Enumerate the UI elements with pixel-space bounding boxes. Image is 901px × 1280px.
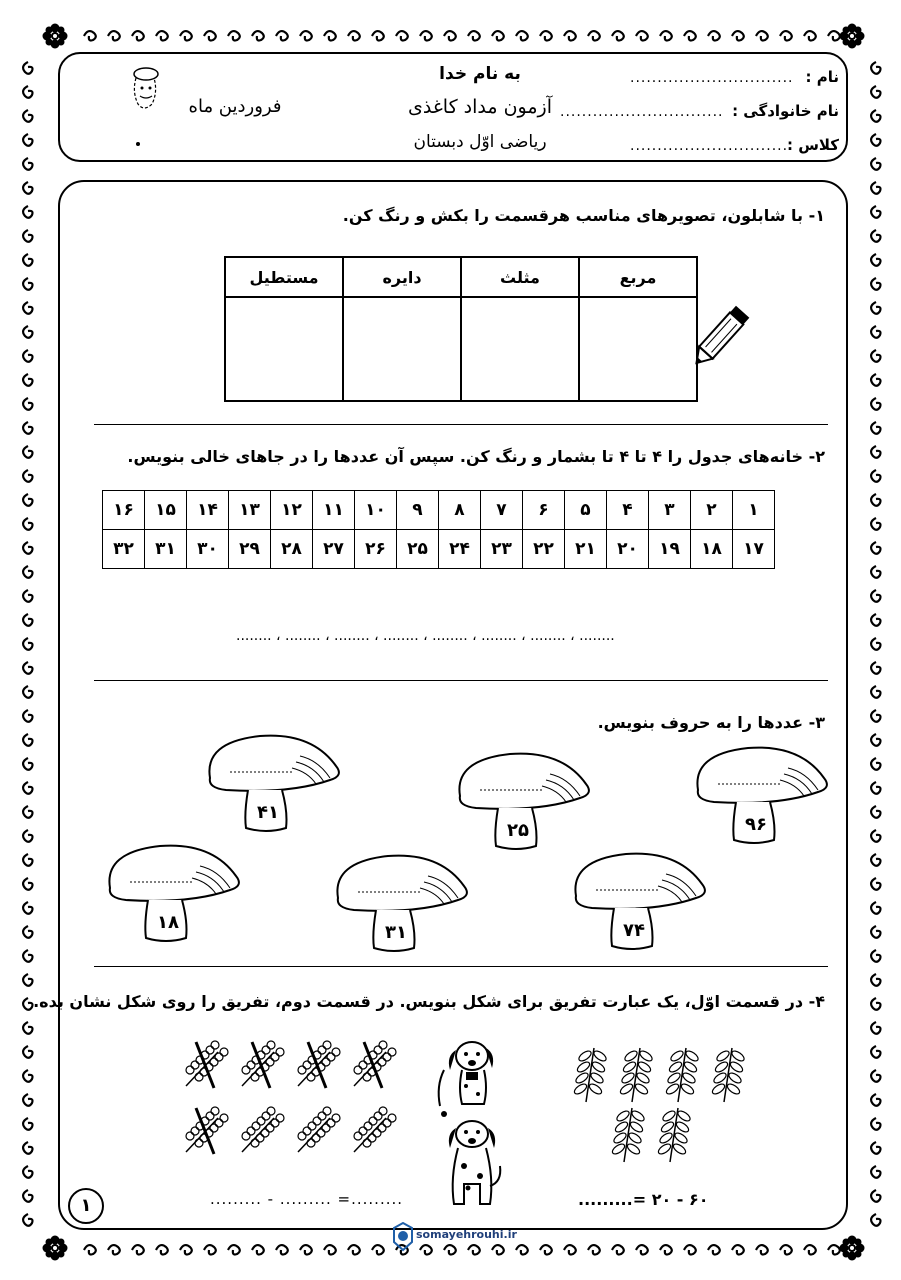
pencil-character-icon <box>118 62 168 152</box>
number-cell[interactable]: ۱۲ <box>271 491 313 530</box>
question-1-text: ۱- با شابلون، تصویرهای مناسب هرقسمت را بکش و رنگ کن. <box>342 206 825 225</box>
mushroom-item <box>678 740 838 850</box>
exam-title: آزمون مداد کاغذی <box>408 96 552 118</box>
number-cell[interactable]: ۱۱ <box>313 491 355 530</box>
mushroom-number: ۲۵ <box>507 820 529 841</box>
number-cell[interactable]: ۷ <box>481 491 523 530</box>
wheat-icon <box>619 1048 654 1102</box>
number-cell[interactable]: ۱۰ <box>355 491 397 530</box>
mushroom-item <box>556 846 716 956</box>
number-cell[interactable]: ۲ <box>691 491 733 530</box>
number-cell[interactable]: ۴ <box>607 491 649 530</box>
number-cell[interactable]: ۸ <box>439 491 481 530</box>
corner-flower-icon <box>43 24 68 49</box>
number-cell[interactable]: ۱۴ <box>187 491 229 530</box>
number-cell[interactable]: ۲۰ <box>607 530 649 569</box>
question-3-text: ۳- عددها را به حروف بنویس. <box>597 713 825 732</box>
shape-header-triangle: مثلث <box>461 257 579 297</box>
site-logo-icon <box>390 1222 416 1252</box>
family-field[interactable]: .............................. <box>560 104 724 120</box>
mushroom-item <box>318 848 478 958</box>
site-url: somayehrouhi.ir <box>416 1228 517 1241</box>
number-cell[interactable]: ۶ <box>523 491 565 530</box>
number-cell[interactable]: ۵ <box>565 491 607 530</box>
wheat-icon <box>711 1048 746 1102</box>
section-divider <box>94 680 828 681</box>
number-cell[interactable]: ۹ <box>397 491 439 530</box>
number-cell[interactable]: ۱۶ <box>103 491 145 530</box>
corner-flower-icon <box>43 1236 68 1261</box>
wheat-icon <box>573 1048 608 1102</box>
number-cell[interactable]: ۱ <box>733 491 775 530</box>
flower-bunch-icon <box>354 1107 396 1152</box>
section-divider <box>94 424 828 425</box>
left-equation[interactable]: ......... - ......... =......... <box>210 1190 404 1208</box>
dalmatian-dogs-icon <box>428 1036 508 1216</box>
number-cell[interactable]: ۳۱ <box>145 530 187 569</box>
shapes-table <box>224 256 698 402</box>
number-cell[interactable]: ۱۷ <box>733 530 775 569</box>
mushroom-number: ۴۱ <box>257 802 279 823</box>
number-cell[interactable]: ۱۸ <box>691 530 733 569</box>
subject-title: ریاضی اوّل دبستان <box>413 132 547 152</box>
number-cell[interactable]: ۲۶ <box>355 530 397 569</box>
bismillah: به نام خدا <box>439 64 521 84</box>
number-cell[interactable]: ۳۰ <box>187 530 229 569</box>
mushroom-item <box>440 746 600 856</box>
number-cell[interactable]: ۱۹ <box>649 530 691 569</box>
shape-cell-rectangle[interactable] <box>225 297 343 401</box>
number-cell[interactable]: ۳۲ <box>103 530 145 569</box>
number-cell[interactable]: ۳ <box>649 491 691 530</box>
corner-flower-icon <box>840 1236 865 1261</box>
number-cell[interactable]: ۱۳ <box>229 491 271 530</box>
class-label: کلاس : <box>786 136 839 154</box>
number-cell[interactable]: ۲۵ <box>397 530 439 569</box>
section-divider <box>94 966 828 967</box>
number-cell[interactable]: ۲۲ <box>523 530 565 569</box>
corner-flower-icon <box>840 24 865 49</box>
right-equation[interactable]: ۶۰ - ۲۰ =......... <box>578 1190 709 1209</box>
shape-cell-triangle[interactable] <box>461 297 579 401</box>
class-field[interactable]: .............................. <box>630 138 794 154</box>
number-cell[interactable]: ۱۵ <box>145 491 187 530</box>
shape-header-circle: دایره <box>343 257 461 297</box>
number-cell[interactable]: ۲۳ <box>481 530 523 569</box>
family-label: نام خانوادگی : <box>732 102 839 120</box>
answer-blanks[interactable]: ........ ، ........ ، ........ ، ........ ، ........ ، ........ ، ........ ، ........ <box>236 628 615 644</box>
page-number: ۱ <box>68 1188 104 1224</box>
pencil-icon <box>688 296 760 372</box>
question-2-text: ۲- خانه‌های جدول را ۴ تا ۴ تا بشمار و رنگ کن. سپس آن عددها را در جاهای خالی بنویس. <box>127 447 825 466</box>
flower-bunch-icon <box>298 1041 340 1086</box>
flower-bunches-crossed-icon <box>180 1036 400 1166</box>
flower-bunch-icon <box>242 1107 284 1152</box>
flower-bunch-icon <box>186 1107 228 1152</box>
wheat-icon <box>657 1108 692 1162</box>
name-field[interactable]: .............................. <box>630 70 794 86</box>
wheat-icon <box>611 1108 646 1162</box>
flower-bunch-icon <box>354 1041 396 1086</box>
name-label: نام : <box>805 68 839 86</box>
shape-header-rectangle: مستطیل <box>225 257 343 297</box>
shape-cell-square[interactable] <box>579 297 697 401</box>
mushroom-number: ۹۶ <box>745 814 767 835</box>
shape-header-square: مربع <box>579 257 697 297</box>
mushroom-item <box>90 838 250 948</box>
shape-cell-circle[interactable] <box>343 297 461 401</box>
mushroom-item <box>190 728 350 838</box>
question-4-text: ۴- در قسمت اوّل، یک عبارت تفریق برای شکل بنویس. در قسمت دوم، تفریق را روی شکل نشان بده. <box>33 992 825 1011</box>
wheat-stalks-icon <box>560 1040 750 1172</box>
flower-bunch-icon <box>298 1107 340 1152</box>
flower-bunch-icon <box>186 1041 228 1086</box>
number-cell[interactable]: ۲۴ <box>439 530 481 569</box>
mushroom-number: ۳۱ <box>385 922 407 943</box>
wheat-icon <box>665 1048 700 1102</box>
numbers-table <box>102 490 775 569</box>
month-label: فروردین ماه <box>188 96 282 117</box>
number-cell[interactable]: ۲۷ <box>313 530 355 569</box>
mushroom-number: ۱۸ <box>157 912 179 933</box>
number-cell[interactable]: ۲۸ <box>271 530 313 569</box>
number-cell[interactable]: ۲۱ <box>565 530 607 569</box>
mushroom-number: ۷۴ <box>623 920 645 941</box>
number-cell[interactable]: ۲۹ <box>229 530 271 569</box>
flower-bunch-icon <box>242 1041 284 1086</box>
